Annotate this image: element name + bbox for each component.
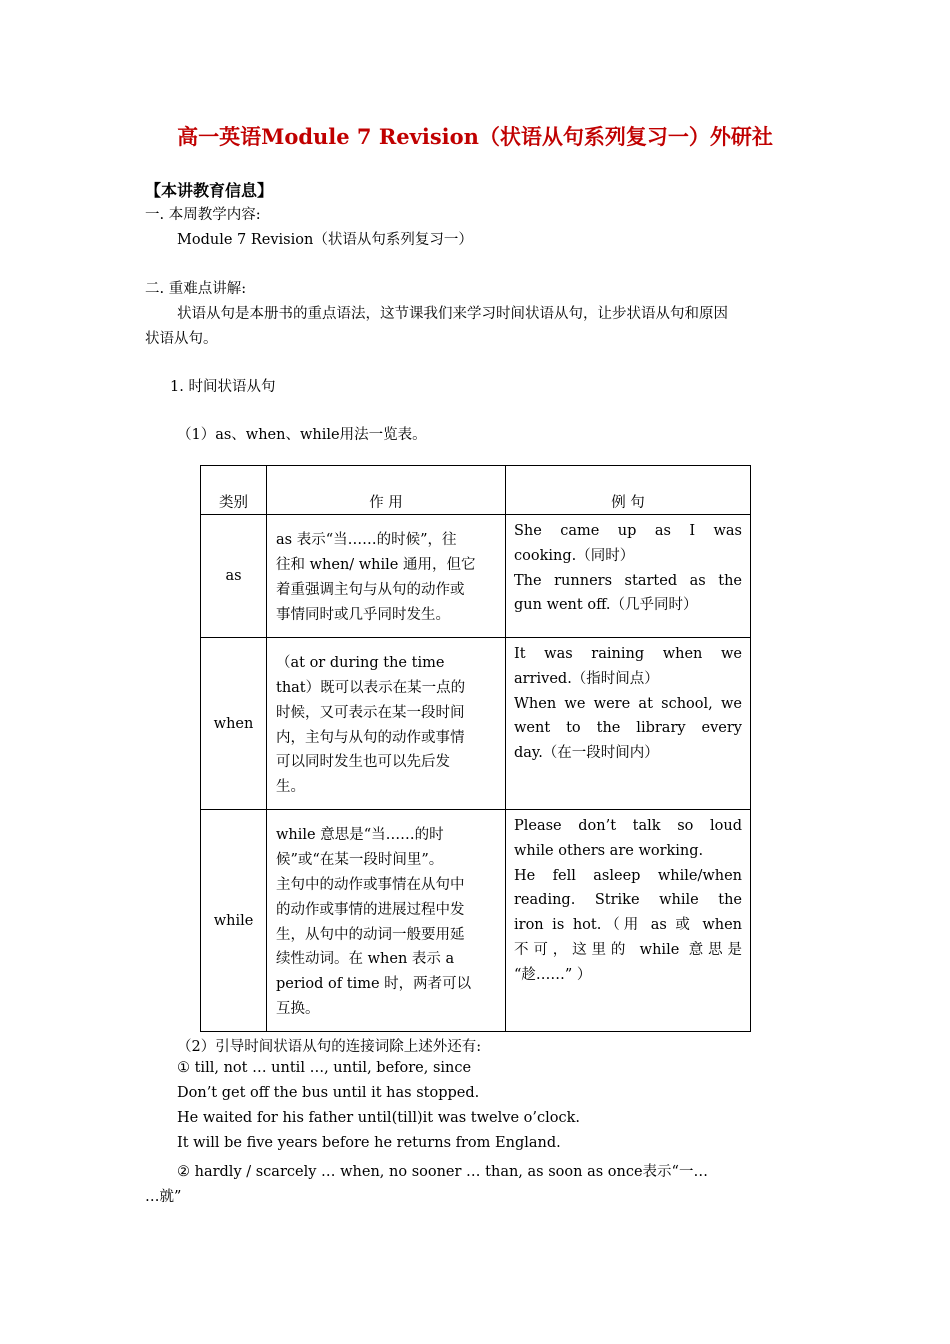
part2-intro-line1: 状语从句是本册书的重点语法，这节课我们来学习时间状语从句，让步状语从句和原因 xyxy=(177,306,728,322)
header-examples: 例 句 xyxy=(506,466,751,515)
example-sentence: It will be five years before he returns from England. xyxy=(177,1135,561,1151)
usage-cell: while 意思是“当……的时 候”或“在某一段时间里”。 主句中的动作或事情在从句中 的动作或事情的进展过程中发 生，从句中的动词一般要用延 续性动词。在 when 表示 a period of time 时，两者可以 互换。 xyxy=(267,810,506,1032)
category-cell: when xyxy=(201,638,267,810)
example-sentence: Don’t get off the bus until it has stopped. xyxy=(177,1085,480,1101)
table-caption: （1）as、when、while用法一览表。 xyxy=(177,427,427,443)
usage-table xyxy=(200,465,751,1032)
connectives-item1: ① till, not … until …, until, before, since xyxy=(177,1060,472,1076)
page-title: 高一英语Module 7 Revision（状语从句系列复习一）外研社 xyxy=(177,124,773,149)
connectives-caption: （2）引导时间状语从句的连接词除上述外还有: xyxy=(177,1039,482,1055)
table-row xyxy=(201,638,751,810)
part2-intro-line2: 状语从句。 xyxy=(145,331,218,347)
header-category: 类别 xyxy=(201,466,267,515)
part1-label: 一. 本周教学内容: xyxy=(145,207,261,223)
example-cell: She came up as I was cooking.（同时） The runners started as the gun went off.（几乎同时） xyxy=(506,515,751,638)
table-row xyxy=(201,515,751,638)
example-cell: Please don’t talk so loud while others are working. He fell asleep while/when reading. Strike while the iron is hot.（用 as 或 when 不可，这里的 while 意思是 “趁……” ） xyxy=(506,810,751,1032)
part2-label: 二. 重难点讲解: xyxy=(145,281,247,297)
connectives-item2: ② hardly / scarcely … when, no sooner … than, as soon as once表示“一… xyxy=(177,1164,708,1180)
usage-cell: as 表示“当……的时候”，往 往和 when/ while 通用，但它 着重强调主句与从句的动作或 事情同时或几乎同时发生。 xyxy=(267,515,506,638)
section-heading: 【本讲教育信息】 xyxy=(145,181,274,200)
table-row xyxy=(201,810,751,1032)
subsection-time-clauses: 1. 时间状语从句 xyxy=(170,379,276,395)
header-usage: 作 用 xyxy=(267,466,506,515)
example-cell: It was raining when we arrived.（指时间点） When we were at school, we went to the library every day.（在一段时间内） xyxy=(506,638,751,810)
table-header-row xyxy=(201,466,751,515)
part1-content: Module 7 Revision（状语从句系列复习一） xyxy=(177,232,473,248)
connectives-item2-continued: …就” xyxy=(145,1189,182,1205)
category-cell: as xyxy=(201,515,267,638)
usage-cell: （at or during the time that）既可以表示在某一点的 时候，又可表示在某一段时间 内，主句与从句的动作或事情 可以同时发生也可以先后发 生。 xyxy=(267,638,506,810)
example-sentence: He waited for his father until(till)it was twelve o’clock. xyxy=(177,1110,580,1126)
category-cell: while xyxy=(201,810,267,1032)
